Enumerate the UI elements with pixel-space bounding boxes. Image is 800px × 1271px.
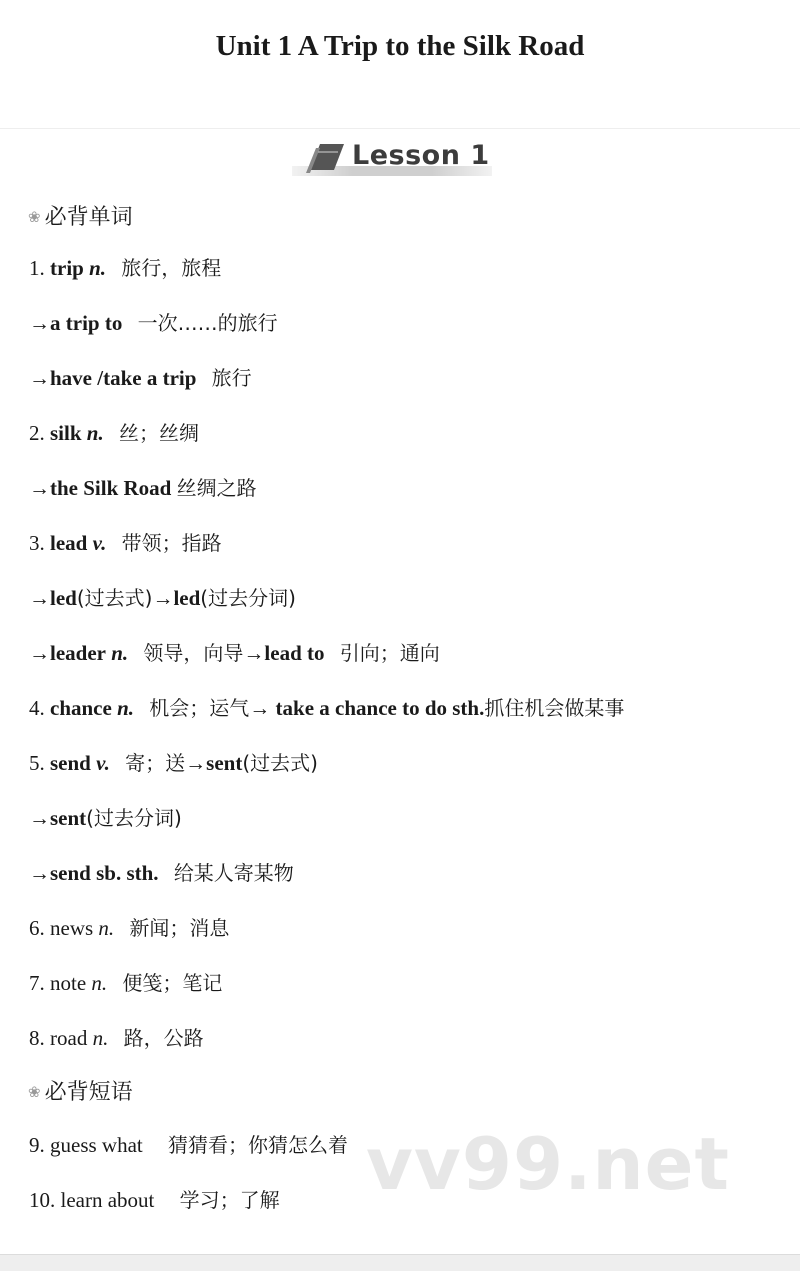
entry-phrase: take a chance to do sth. <box>275 696 485 720</box>
vocab-entry <box>29 913 229 943</box>
entry-phrase: the Silk Road <box>50 476 172 500</box>
entry-word: trip <box>50 256 84 280</box>
entry-number: 9. <box>29 1133 45 1157</box>
entry-number: 5. <box>29 751 45 775</box>
vocab-entry <box>29 858 294 888</box>
entry-number: 3. <box>29 531 45 555</box>
entry-pos: n. <box>86 421 104 445</box>
entry-phrase: guess what <box>50 1133 143 1157</box>
entry-meaning: 机会；运气 <box>149 696 250 720</box>
entry-meaning: 猜猜看；你猜怎么着 <box>168 1133 348 1157</box>
vocab-entry <box>29 363 252 393</box>
entry-note: (过去分词) <box>86 806 182 830</box>
entry-meaning: 抓住机会做某事 <box>484 696 625 720</box>
bottom-band <box>0 1254 800 1271</box>
arrow-icon: → <box>29 476 50 500</box>
entry-meaning: 一次……的旅行 <box>137 311 278 335</box>
entry-word: silk <box>50 421 82 445</box>
vocab-entry <box>29 748 318 778</box>
arrow-icon: → <box>29 586 50 610</box>
entry-phrase: learn about <box>60 1188 155 1212</box>
lesson-heading: Lesson 1 <box>352 140 490 171</box>
section-label: 必背短语 <box>44 1080 133 1105</box>
section-label: 必背单词 <box>44 205 133 230</box>
arrow-icon: → <box>243 641 265 665</box>
entry-number: 2. <box>29 421 45 445</box>
entry-pos: v. <box>96 751 110 775</box>
entry-meaning: 寄；送 <box>125 751 186 775</box>
entry-pos: n. <box>91 971 108 995</box>
vocab-entry <box>29 473 257 503</box>
arrow-icon: → <box>152 586 174 610</box>
entry-pos: v. <box>92 531 107 555</box>
entry-word: chance <box>50 696 112 720</box>
vocab-entry <box>29 418 199 448</box>
entry-meaning: 学习；了解 <box>179 1188 280 1212</box>
entry-meaning: 路，公路 <box>123 1026 204 1050</box>
vocab-entry <box>29 1023 204 1053</box>
entry-pos: n. <box>117 696 135 720</box>
entry-meaning: 引向；通向 <box>339 641 440 665</box>
entry-number: 8. <box>29 1026 45 1050</box>
entry-number: 10. <box>29 1188 56 1212</box>
entry-meaning: 领导，向导 <box>143 641 244 665</box>
entry-form: led <box>50 586 77 610</box>
entry-word: lead <box>50 531 88 555</box>
entry-meaning: 旅行，旅程 <box>121 256 222 280</box>
entry-note: (过去分词) <box>200 586 296 610</box>
entry-phrase: have /take a trip <box>50 366 197 390</box>
arrow-icon: → <box>29 366 50 390</box>
vocab-entry <box>29 638 440 668</box>
entry-number: 7. <box>29 971 45 995</box>
entry-note: (过去式) <box>242 751 318 775</box>
header-divider <box>0 128 800 129</box>
vocab-entry <box>29 803 182 833</box>
vocab-entry <box>29 968 222 998</box>
vocab-entry <box>29 693 624 723</box>
arrow-icon: → <box>249 696 271 720</box>
entry-meaning: 丝；丝绸 <box>118 421 199 445</box>
arrow-icon: → <box>29 641 50 665</box>
entry-word: send <box>50 751 91 775</box>
entry-number: 6. <box>29 916 45 940</box>
entry-word: leader <box>50 641 106 665</box>
phrase-entry <box>29 1130 348 1160</box>
entry-meaning: 新闻；消息 <box>129 916 230 940</box>
entry-pos: n. <box>111 641 129 665</box>
entry-phrase: send sb. sth. <box>50 861 159 885</box>
entry-note: (过去式) <box>76 586 153 610</box>
entry-phrase: a trip to <box>50 311 123 335</box>
entry-meaning: 便笺；笔记 <box>122 971 223 995</box>
entry-meaning: 丝绸之路 <box>176 476 257 500</box>
flower-icon: ❀ <box>28 1083 41 1101</box>
entry-word: note <box>50 971 87 995</box>
entry-meaning: 给某人寄某物 <box>173 861 294 885</box>
page-title: Unit 1 A Trip to the Silk Road <box>215 30 585 62</box>
entry-pos: n. <box>98 916 115 940</box>
section-heading-words <box>28 200 133 231</box>
arrow-icon: → <box>29 311 50 335</box>
entry-form: sent <box>50 806 87 830</box>
entry-number: 1. <box>29 256 45 280</box>
phrase-entry <box>29 1185 280 1215</box>
arrow-icon: → <box>29 806 50 830</box>
entry-word: road <box>50 1026 88 1050</box>
entry-form: led <box>173 586 201 610</box>
entry-phrase: lead to <box>264 641 325 665</box>
entry-word: news <box>50 916 94 940</box>
section-heading-phrases <box>28 1075 133 1106</box>
entry-pos: n. <box>92 1026 109 1050</box>
vocab-entry <box>29 308 278 338</box>
entry-form: sent <box>206 751 243 775</box>
lesson-banner <box>292 140 502 180</box>
watermark: vv99.net <box>366 1122 730 1206</box>
entry-number: 4. <box>29 696 45 720</box>
book-icon <box>304 140 348 174</box>
vocab-entry <box>29 583 296 613</box>
entry-pos: n. <box>89 256 107 280</box>
vocab-entry <box>29 528 222 558</box>
flower-icon: ❀ <box>28 208 41 226</box>
arrow-icon: → <box>29 861 50 885</box>
arrow-icon: → <box>185 751 207 775</box>
entry-meaning: 旅行 <box>211 366 252 390</box>
entry-meaning: 带领；指路 <box>121 531 222 555</box>
vocab-entry <box>29 253 221 283</box>
